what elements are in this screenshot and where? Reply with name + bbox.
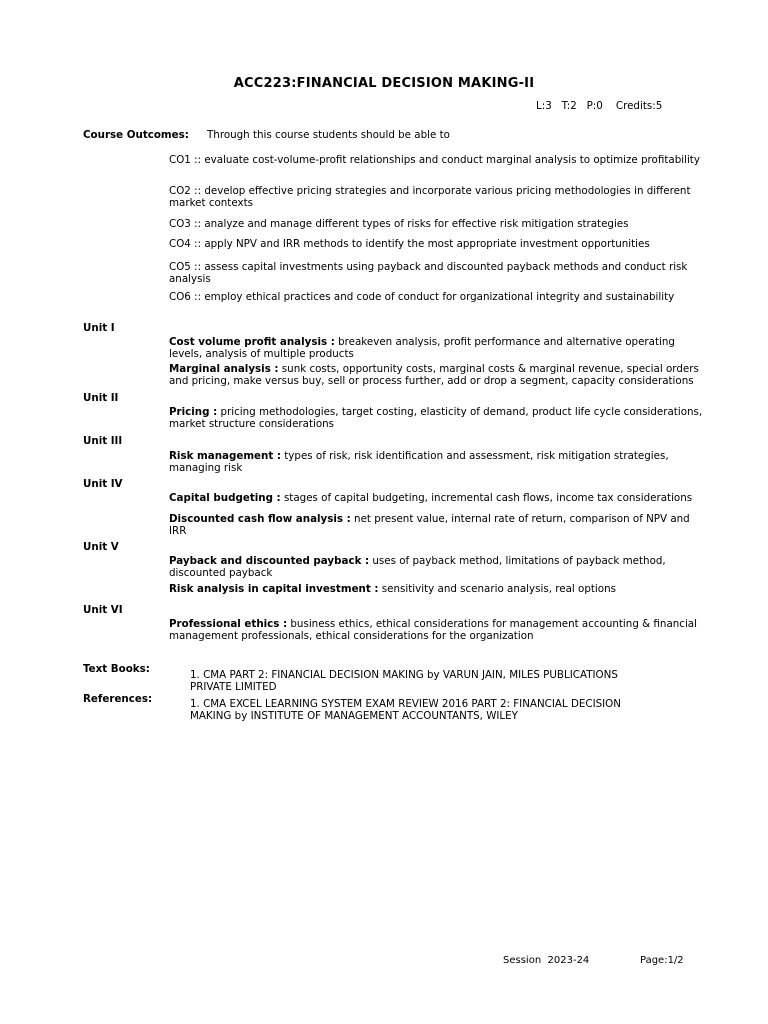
unit-4-topic-1 [169,492,704,504]
topic-heading: Marginal analysis : [169,363,279,375]
topic-heading: Payback and discounted payback : [169,555,370,567]
course-outcome-1: CO1 :: evaluate cost-volume-profit relationships and conduct marginal analysis to optimize profitability [169,154,700,166]
unit-5-topic-2 [169,583,704,595]
course-outcomes-intro: Through this course students should be able to [207,129,450,141]
unit-label-1: Unit I [83,322,115,334]
unit-1-topic-2 [169,363,704,387]
unit-2-topic-1 [169,406,704,430]
text-books-label: Text Books: [83,663,150,675]
references-label: References: [83,693,153,705]
text-book-1: 1. CMA PART 2: FINANCIAL DECISION MAKING by VARUN JAIN, MILES PUBLICATIONS PRIVATE LIMITED [190,669,618,693]
session-label: Session 2023-24 [503,955,590,966]
topic-heading: Discounted cash flow analysis : [169,513,351,525]
course-outcome-2: CO2 :: develop effective pricing strategies and incorporate various pricing methodologies in different market contexts [169,185,691,209]
topic-text: breakeven analysis, profit performance and alternative operating levels, analysis of multiple products [169,336,675,360]
unit-1-topic-1 [169,336,704,360]
topic-heading: Capital budgeting : [169,492,281,504]
unit-6-topic-1 [169,618,704,642]
topic-text: sensitivity and scenario analysis, real options [378,583,616,595]
unit-5-topic-1 [169,555,704,579]
unit-label-2: Unit II [83,392,119,404]
unit-label-5: Unit V [83,541,119,553]
topic-text: uses of payback method, limitations of payback method, discounted payback [169,555,666,579]
reference-1: 1. CMA EXCEL LEARNING SYSTEM EXAM REVIEW 2016 PART 2: FINANCIAL DECISION MAKING by INSTITUTE OF MANAGEMENT ACCOUNTANTS, WILEY [190,698,621,722]
topic-heading: Pricing : [169,406,218,418]
unit-label-3: Unit III [83,435,123,447]
topic-text: net present value, internal rate of return, comparison of NPV and IRR [169,513,690,537]
topic-text: pricing methodologies, target costing, elasticity of demand, product life cycle considerations, market structure considerations [169,406,703,430]
unit-3-topic-1 [169,450,704,474]
topic-heading: Professional ethics : [169,618,288,630]
page-title: ACC223:FINANCIAL DECISION MAKING-II [233,76,535,91]
course-outcomes-label: Course Outcomes: [83,129,189,141]
page-number: Page:1/2 [640,955,684,966]
topic-text: business ethics, ethical considerations for management accounting & financial management professionals, ethical considerations for the organization [169,618,697,642]
topic-text: stages of capital budgeting, incremental cash flows, income tax considerations [280,492,693,504]
topic-heading: Cost volume profit analysis : [169,336,335,348]
course-outcome-6: CO6 :: employ ethical practices and code of conduct for organizational integrity and sustainability [169,291,675,303]
course-outcome-5: CO5 :: assess capital investments using payback and discounted payback methods and conduct risk analysis [169,261,688,285]
topic-heading: Risk management : [169,450,281,462]
topic-heading: Risk analysis in capital investment : [169,583,379,595]
course-outcome-3: CO3 :: analyze and manage different types of risks for effective risk mitigation strategies [169,218,629,230]
unit-label-6: Unit VI [83,604,123,616]
course-outcome-4: CO4 :: apply NPV and IRR methods to identify the most appropriate investment opportunities [169,238,650,250]
unit-4-topic-2 [169,513,704,537]
unit-label-4: Unit IV [83,478,123,490]
credits-line: L:3 T:2 P:0 Credits:5 [536,100,663,112]
topic-text: sunk costs, opportunity costs, marginal costs & marginal revenue, special orders and pricing, make versus buy, sell or process further, add or drop a segment, capacity considerations [169,363,699,387]
topic-text: types of risk, risk identification and assessment, risk mitigation strategies, managing risk [169,450,669,474]
